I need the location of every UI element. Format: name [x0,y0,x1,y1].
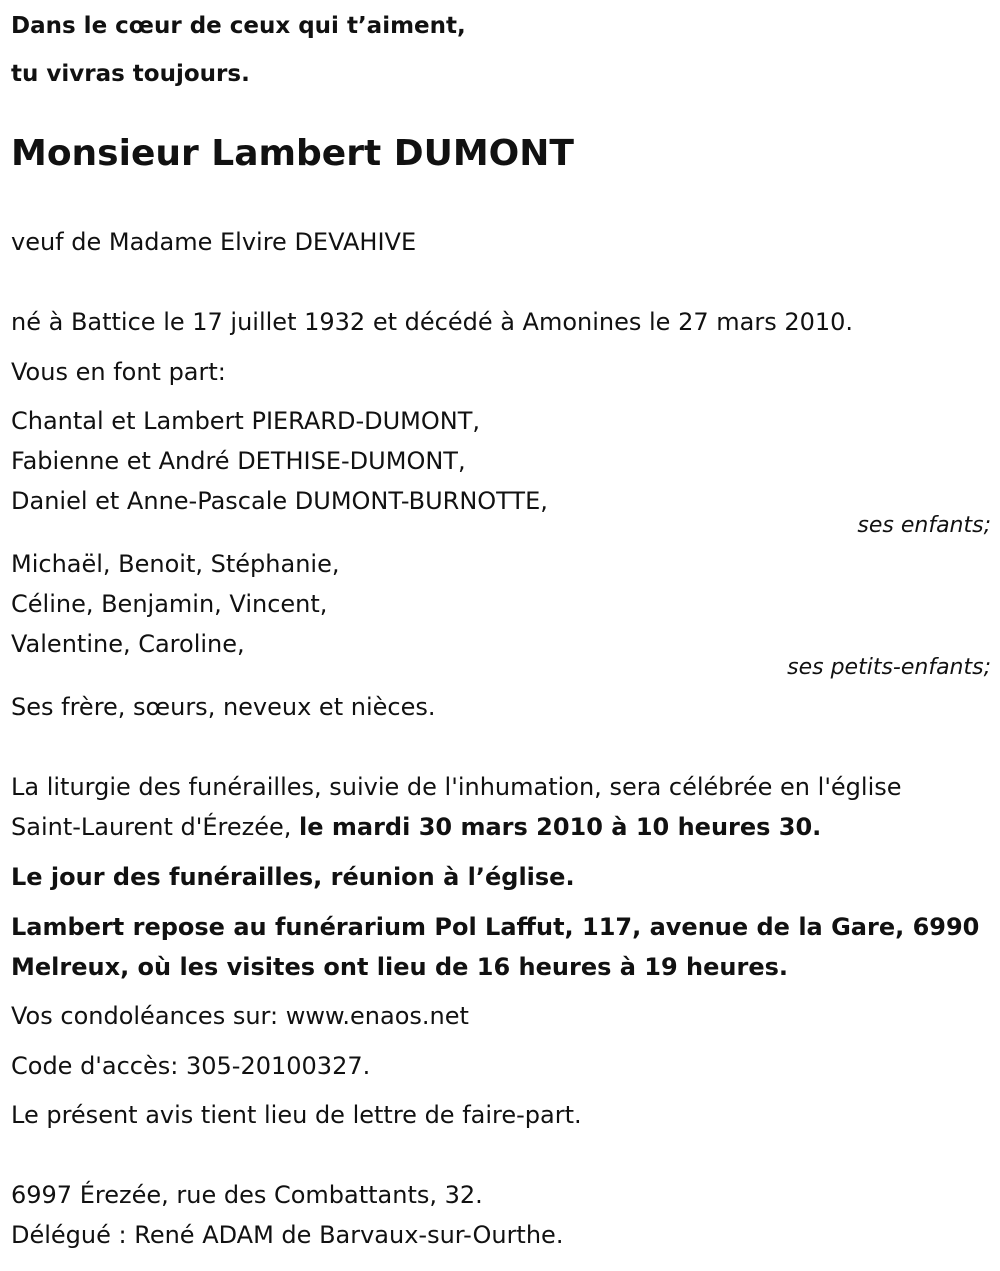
funerarium-line-1: Lambert repose au funérarium Pol Laffut, 117, avenue de la Gare, 6990 [11,913,980,941]
funeral-line-2 [11,811,821,843]
funeral-meeting: Le jour des funérailles, réunion à l’église. [11,863,575,891]
epigraph-line-1: Dans le cœur de ceux qui t’aiment, [11,13,466,39]
grandchild-line-3: Valentine, Caroline, [11,630,245,658]
child-line-3: Daniel et Anne-Pascale DUMONT-BURNOTTE, [11,487,548,515]
grandchild-line-1: Michaël, Benoit, Stéphanie, [11,550,340,578]
deceased-name: Monsieur Lambert DUMONT [11,133,574,174]
announcement-line: Vous en font part: [11,358,226,386]
funeral-church: Saint-Laurent d'Érezée, [11,813,300,841]
birth-death-line: né à Battice le 17 juillet 1932 et décédé à Amonines le 27 mars 2010. [11,308,854,336]
funeral-line-1: La liturgie des funérailles, suivie de l'inhumation, sera célébrée en l'église [11,773,902,801]
address-line: 6997 Érezée, rue des Combattants, 32. [11,1181,483,1209]
delegate-line: Délégué : René ADAM de Barvaux-sur-Ourthe. [11,1221,564,1249]
child-line-2: Fabienne et André DETHISE-DUMONT, [11,447,466,475]
grandchild-line-2: Céline, Benjamin, Vincent, [11,590,328,618]
funerarium-line-2: Melreux, où les visites ont lieu de 16 heures à 19 heures. [11,953,788,981]
other-relatives-line: Ses frère, sœurs, neveux et nièces. [11,693,436,721]
notice-line: Le présent avis tient lieu de lettre de faire-part. [11,1101,582,1129]
funeral-date: le mardi 30 mars 2010 à 10 heures 30. [299,813,822,841]
access-code: Code d'accès: 305-20100327. [11,1052,371,1080]
condolences-site: Vos condoléances sur: www.enaos.net [11,1002,469,1030]
spouse-line: veuf de Madame Elvire DEVAHIVE [11,228,417,256]
children-relation: ses enfants; [857,513,991,538]
epigraph-line-2: tu vivras toujours. [11,61,250,87]
grandchildren-relation: ses petits-enfants; [787,655,991,680]
child-line-1: Chantal et Lambert PIERARD-DUMONT, [11,407,481,435]
